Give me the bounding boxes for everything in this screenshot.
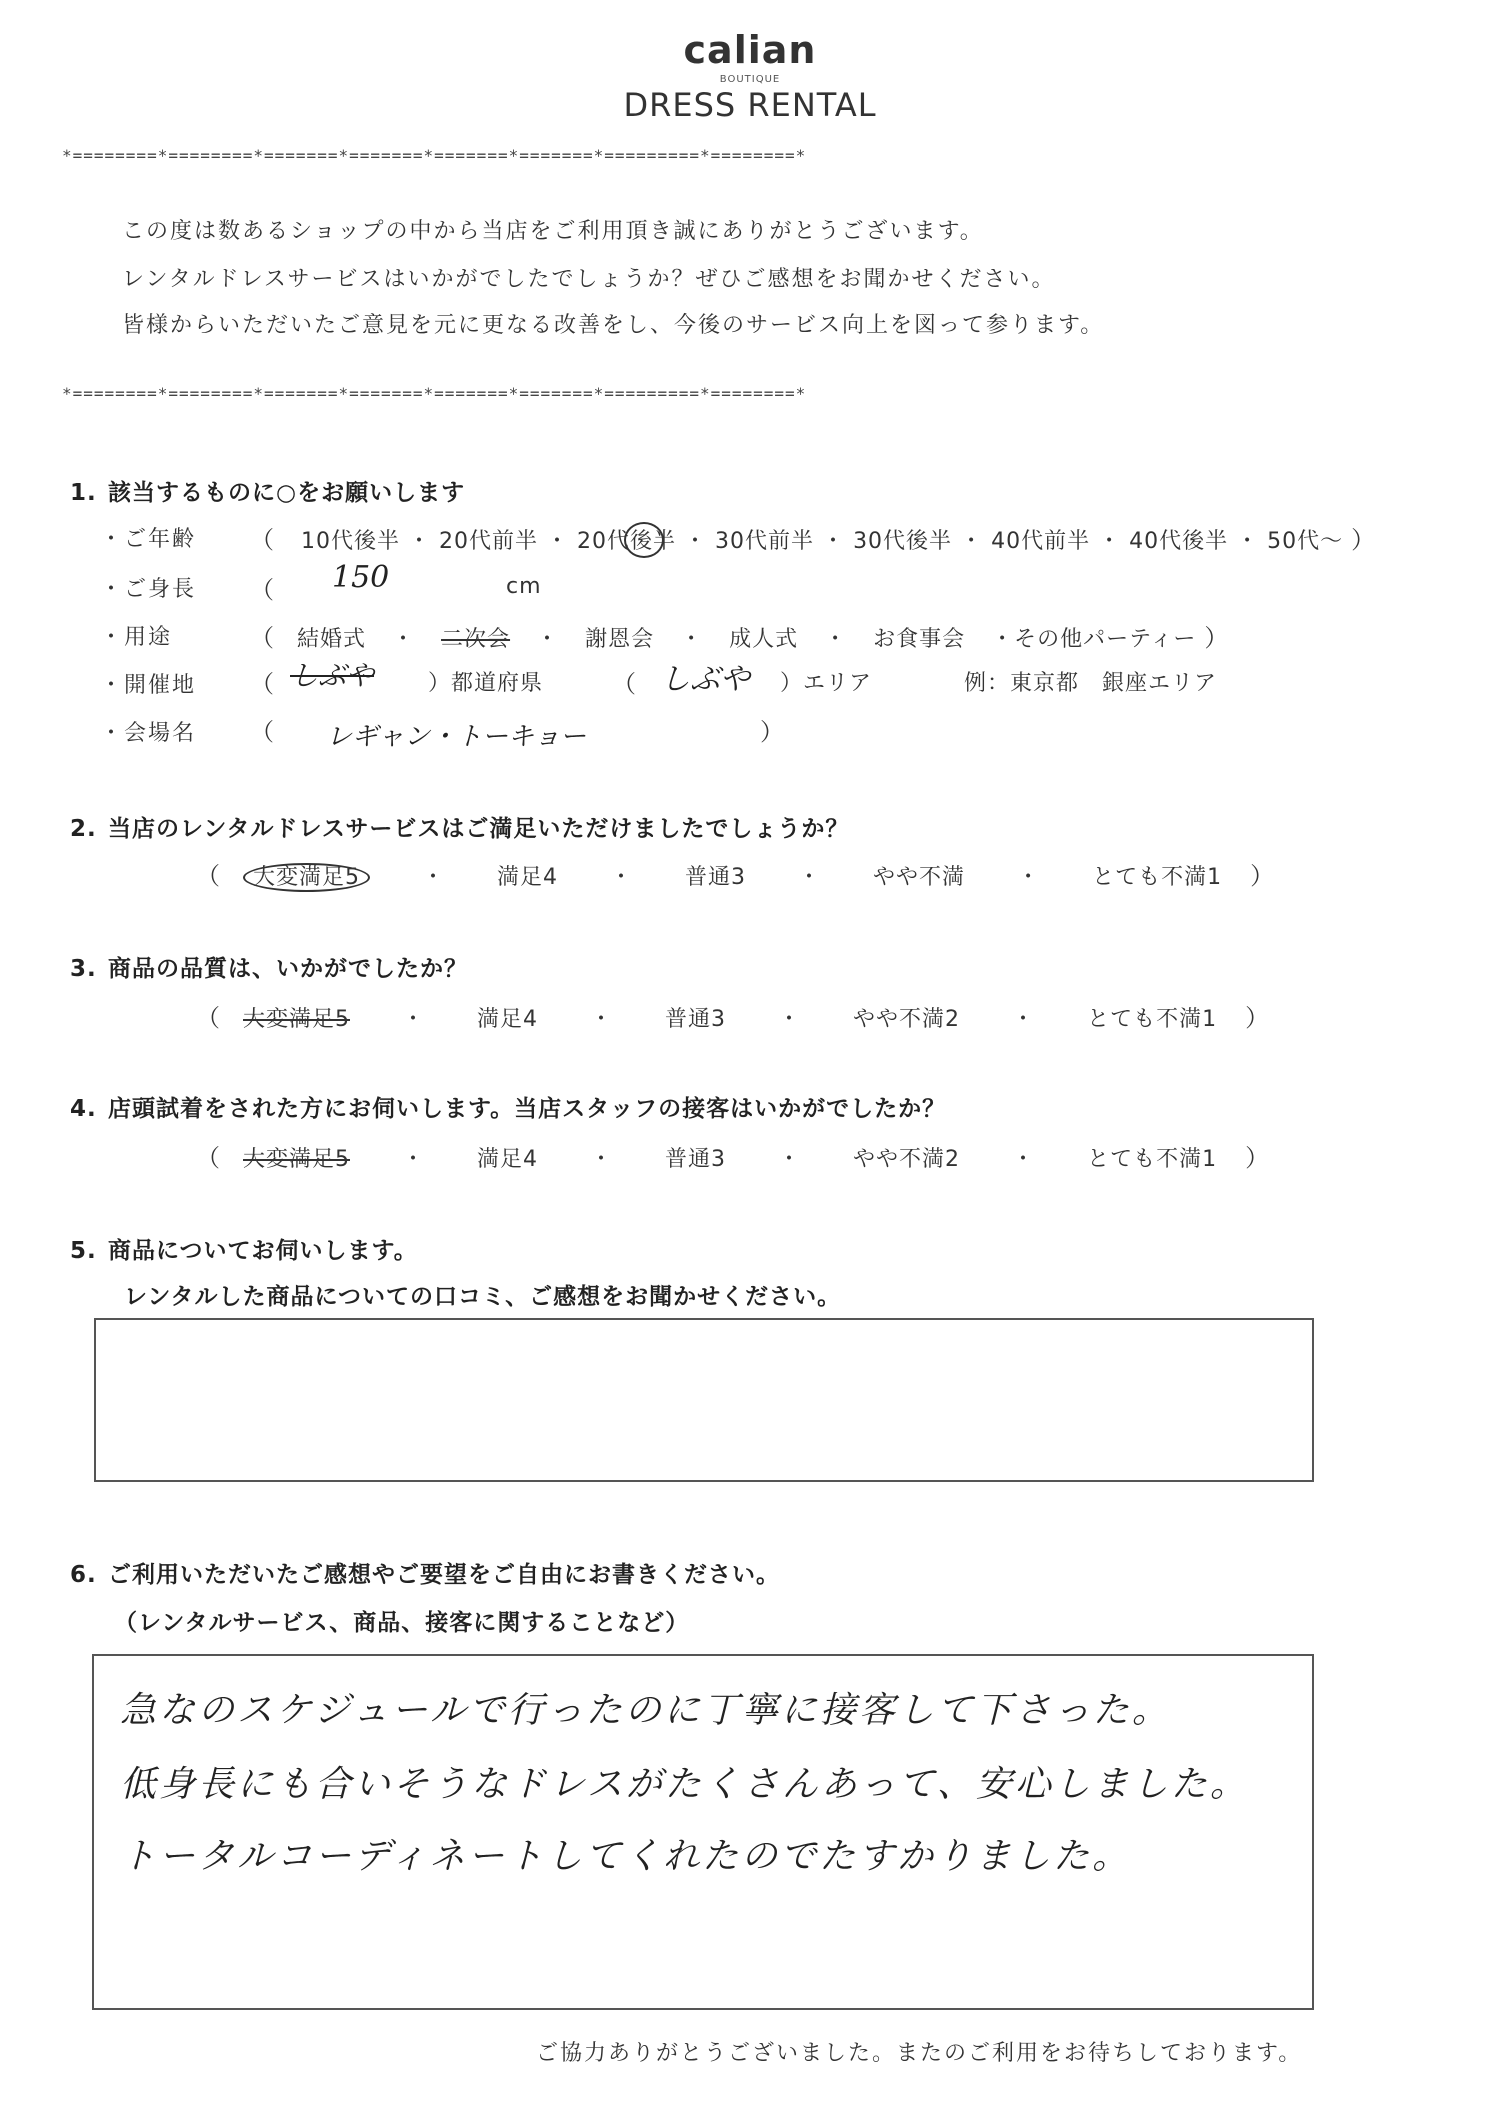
venue-value[interactable]: レギャン・トーキョー <box>326 722 587 752</box>
q1-text: 該当するものに○をお願いします <box>108 480 466 506</box>
q2-option[interactable]: やや不満 <box>873 865 966 890</box>
purpose-option[interactable]: 謝恩会 <box>585 627 655 652</box>
purpose-option[interactable]: お食事会 <box>873 627 966 652</box>
q2-text: 当店のレンタルドレスサービスはご満足いただけましたでしょうか？ <box>108 816 850 842</box>
q1-number: 1. <box>70 480 97 506</box>
age-option[interactable]: 30代前半 <box>715 529 815 554</box>
height-open-paren: （ <box>250 576 274 604</box>
brand-sub: BOUTIQUE <box>719 74 781 85</box>
age-option[interactable]: 40代後半 <box>1129 529 1229 554</box>
age-close-paren: ） <box>1351 526 1377 554</box>
age-option[interactable]: 20代前半 <box>439 529 539 554</box>
place-pref-suffix: ）都道府県 <box>428 671 544 696</box>
purpose-sep: ・ <box>392 627 416 652</box>
q3-sep: ・ <box>590 1007 614 1032</box>
q2-options[interactable] <box>196 856 1275 891</box>
purpose-option-selected[interactable]: 二次会 <box>441 627 511 652</box>
q4-title <box>70 1090 946 1123</box>
q2-option[interactable]: 普通3 <box>685 865 747 890</box>
purpose-option[interactable]: 成人式 <box>729 627 799 652</box>
q3-sep: ・ <box>402 1007 426 1032</box>
height-label: ・ご身長 <box>100 577 197 602</box>
q4-sep: ・ <box>778 1147 802 1172</box>
purpose-sep: ・ <box>680 627 704 652</box>
q4-options[interactable] <box>196 1138 1270 1173</box>
q3-option[interactable]: やや不満2 <box>853 1007 961 1032</box>
height-unit: cm <box>506 574 542 599</box>
q5-subtitle: レンタルした商品についての口コミ、ご感想をお聞かせください。 <box>124 1284 842 1310</box>
q6-subtitle: （レンタルサービス、商品、接客に関することなど） <box>114 1610 690 1636</box>
place-label: ・開催地 <box>100 673 197 698</box>
purpose-options[interactable] <box>250 618 1229 653</box>
age-option[interactable]: 50代～ <box>1267 529 1344 554</box>
q4-option[interactable]: 普通3 <box>665 1147 727 1172</box>
place-open-paren: （ <box>250 670 274 698</box>
q3-title <box>70 950 468 983</box>
q2-option[interactable]: 満足4 <box>497 865 559 890</box>
q2-title <box>70 810 849 843</box>
q6-answer-box[interactable] <box>92 1654 1314 2010</box>
q5-answer-box[interactable] <box>94 1318 1314 1482</box>
purpose-sep: ・ <box>824 627 848 652</box>
place-pref-value[interactable]: しぶや <box>290 659 375 692</box>
selection-circle-mark <box>624 522 664 558</box>
q4-text: 店頭試着をされた方にお伺いします。当店スタッフの接客はいかがでしたか？ <box>108 1096 947 1122</box>
q3-sep: ・ <box>778 1007 802 1032</box>
age-sep: ・ <box>822 529 846 554</box>
q6-answer-line-3: トータルコーディネートしてくれたのでたすかりました。 <box>120 1836 1132 1877</box>
q2-option[interactable]: とても不満1 <box>1092 865 1223 890</box>
intro-line-3: 皆様からいただいたご意見を元に更なる改善をし、今後のサービス向上を図って参ります。 <box>122 313 1105 338</box>
place-example: 例：東京都 銀座エリア <box>964 671 1218 696</box>
q4-option[interactable]: とても不満1 <box>1087 1147 1218 1172</box>
q2-sep: ・ <box>610 865 634 890</box>
venue-label: ・会場名 <box>100 721 197 746</box>
q4-sep: ・ <box>402 1147 426 1172</box>
age-sep: ・ <box>684 529 708 554</box>
q3-option[interactable]: とても不満1 <box>1087 1007 1218 1032</box>
q3-option[interactable]: 普通3 <box>665 1007 727 1032</box>
place-area-value[interactable]: しぶや <box>660 662 750 697</box>
q4-option[interactable]: 満足4 <box>477 1147 539 1172</box>
age-sep: ・ <box>1098 529 1122 554</box>
q4-option-selected[interactable]: 大変満足5 <box>243 1147 350 1172</box>
q3-option-selected[interactable]: 大変満足5 <box>243 1007 350 1032</box>
age-option[interactable]: 30代後半 <box>853 529 953 554</box>
q3-options[interactable] <box>196 998 1270 1033</box>
q5-title <box>70 1232 418 1265</box>
q3-text: 商品の品質は、いかがでしたか？ <box>108 956 468 982</box>
q5-number: 5. <box>70 1238 97 1264</box>
intro-line-2: レンタルドレスサービスはいかがでしたでしょうか？ぜひご感想をお聞かせください。 <box>122 267 1056 292</box>
purpose-option[interactable]: 結婚式 <box>297 627 367 652</box>
age-sep: ・ <box>408 529 432 554</box>
q2-sep: ・ <box>798 865 822 890</box>
age-label: ・ご年齢 <box>100 527 197 552</box>
venue-close-paren: ） <box>760 718 784 746</box>
age-open-paren: （ <box>250 526 275 554</box>
q6-answer-line-2: 低身長にも合いそうなドレスがたくさんあって、安心しました。 <box>120 1764 1249 1805</box>
q2-sep: ・ <box>422 865 446 890</box>
q3-open-paren: （ <box>196 1004 221 1032</box>
intro-line-1: この度は数あるショップの中から当店をご利用頂き誠にありがとうございます。 <box>122 219 984 244</box>
q2-close-paren: ） <box>1250 862 1276 890</box>
age-option[interactable]: 40代前半 <box>991 529 1091 554</box>
purpose-close-paren: ） <box>1204 624 1230 652</box>
footer-thanks: ご協力ありがとうございました。またのご利用をお待ちしております。 <box>536 2041 1303 2066</box>
age-option[interactable]: 10代後半 <box>301 529 400 554</box>
form-title: DRESS RENTAL <box>623 86 877 124</box>
place-area-open-paren: （ <box>612 670 636 698</box>
q4-sep: ・ <box>1012 1147 1036 1172</box>
q3-close-paren: ） <box>1245 1004 1271 1032</box>
age-option-selected[interactable]: 20代後半 <box>577 529 677 554</box>
q4-open-paren: （ <box>196 1144 221 1172</box>
q5-text: 商品についてお伺いします。 <box>108 1238 418 1264</box>
q2-option-selected[interactable]: 大変満足5 <box>243 863 370 892</box>
divider-bottom: *========*========*=======*=======*=======*=======*=========*========* <box>62 384 807 403</box>
q2-number: 2. <box>70 816 97 842</box>
age-sep: ・ <box>960 529 984 554</box>
q6-answer-line-1: 急なのスケジュールで行ったのに丁寧に接客して下さった。 <box>120 1690 1171 1731</box>
place-area-suffix: ）エリア <box>780 671 873 696</box>
age-sep: ・ <box>1236 529 1260 554</box>
q2-sep: ・ <box>1017 865 1041 890</box>
brand-logo: calian <box>683 28 817 72</box>
q4-sep: ・ <box>590 1147 614 1172</box>
q6-number: 6. <box>70 1562 97 1588</box>
height-value[interactable]: 150 <box>332 560 390 595</box>
q1-title <box>70 474 465 507</box>
q4-option[interactable]: やや不満2 <box>853 1147 961 1172</box>
q6-title <box>70 1556 780 1589</box>
purpose-sep: ・ <box>536 627 560 652</box>
q2-open-paren: （ <box>196 862 221 890</box>
q3-number: 3. <box>70 956 97 982</box>
q4-close-paren: ） <box>1245 1144 1271 1172</box>
purpose-open-paren: （ <box>250 624 275 652</box>
purpose-label: ・用途 <box>100 625 173 650</box>
q6-text: ご利用いただいたご感想やご要望をご自由にお書きください。 <box>108 1562 780 1588</box>
divider-top: *========*========*=======*=======*=======*=======*=========*========* <box>62 146 807 165</box>
q4-number: 4. <box>70 1096 97 1122</box>
venue-open-paren: （ <box>250 718 274 746</box>
age-options[interactable] <box>250 520 1376 555</box>
age-sep: ・ <box>546 529 570 554</box>
q3-option[interactable]: 満足4 <box>477 1007 539 1032</box>
purpose-option[interactable]: ・その他パーティー <box>991 627 1197 652</box>
q3-sep: ・ <box>1012 1007 1036 1032</box>
